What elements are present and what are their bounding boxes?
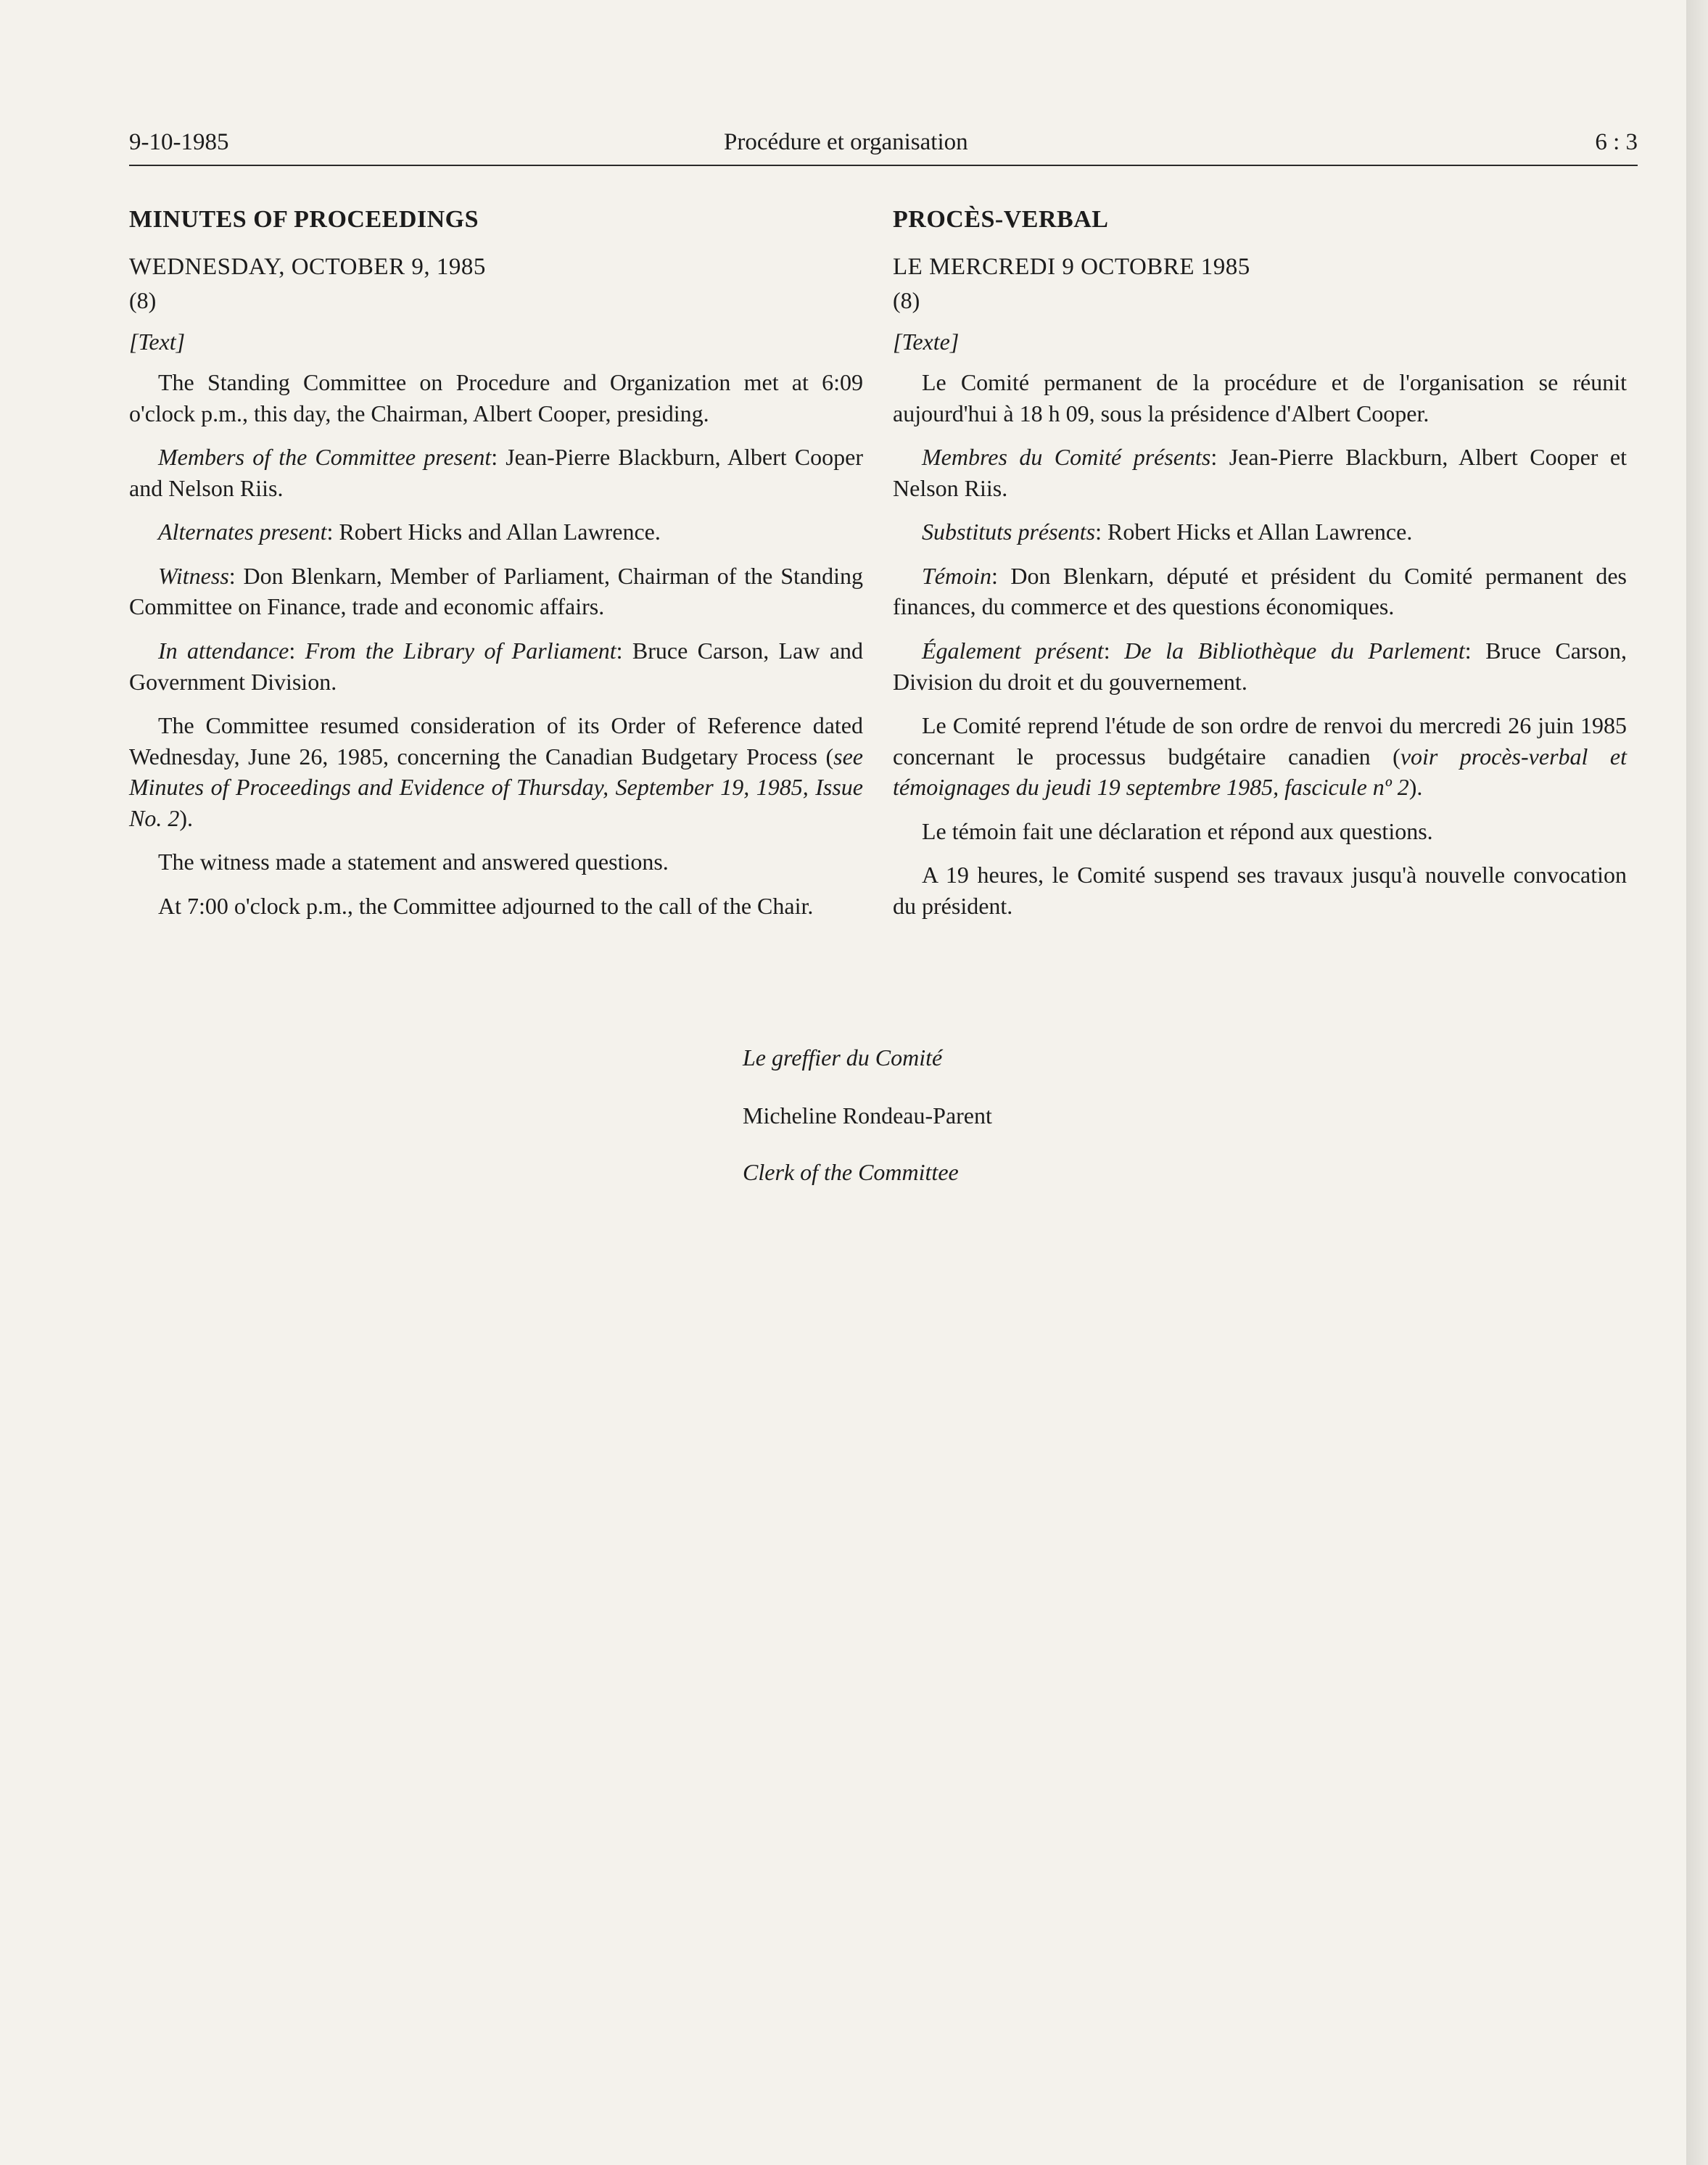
- english-dateline: WEDNESDAY, OCTOBER 9, 1985: [129, 254, 486, 281]
- french-attendance-text: : Bruce Carson, Division du droit et du gouvernement.: [893, 638, 1627, 695]
- french-column: [893, 203, 1627, 934]
- french-resumed-paragraph: [893, 710, 1627, 803]
- english-attendance-paragraph: [129, 635, 863, 697]
- french-number: (8): [893, 287, 920, 314]
- english-opening-paragraph: The Standing Committee on Procedure and Organization met at 6:09 o'clock p.m., this day, the Chairman, Albert Cooper, presiding.: [129, 369, 863, 426]
- english-column: [129, 203, 863, 934]
- english-number: (8): [129, 287, 157, 314]
- french-attendance-label: Également présent: [922, 638, 1104, 664]
- french-attendance-source: De la Bibliothèque du Parlement: [1124, 638, 1465, 664]
- english-text-tag: [Text]: [129, 328, 186, 355]
- english-resumed-reference: see Minutes of Proceedings and Evidence of Thursday, September 19, 1985, Issue No. 2: [129, 743, 863, 831]
- english-members-paragraph: [129, 442, 863, 503]
- french-attendance-paragraph: [893, 635, 1627, 697]
- french-witness-paragraph: [893, 561, 1627, 622]
- english-resumed-paragraph: [129, 710, 863, 833]
- french-resumed-start: Le Comité reprend l'étude de son ordre de renvoi du mercredi 26 juin 1985 concernant le processus budgétaire canadien (: [893, 712, 1627, 770]
- english-attendance-text: : Bruce Carson, Law and Government Division.: [129, 638, 864, 695]
- english-statement-paragraph: The witness made a statement and answered questions.: [158, 849, 669, 875]
- french-statement-paragraph: Le témoin fait une déclaration et répond aux questions.: [922, 817, 1433, 844]
- page-header: [129, 129, 1638, 161]
- french-resumed-end: ).: [1408, 774, 1423, 801]
- french-dateline: LE MERCREDI 9 OCTOBRE 1985: [893, 254, 1250, 281]
- english-witness-paragraph: [129, 561, 863, 622]
- header-date: 9-10-1985: [129, 129, 229, 155]
- french-members-label: Membres du Comité présents: [922, 444, 1211, 471]
- english-attendance-label: In attendance: [158, 638, 289, 664]
- english-adjourn-paragraph: At 7:00 o'clock p.m., the Committee adjourned to the call of the Chair.: [158, 892, 814, 919]
- english-alternates-text: : Robert Hicks and Allan Lawrence.: [326, 519, 661, 545]
- french-heading: PROCÈS-VERBAL: [893, 206, 1109, 233]
- page-edge: [1686, 0, 1708, 2165]
- header-title: Procédure et organisation: [724, 129, 968, 155]
- french-opening-paragraph: Le Comité permanent de la procédure et de l'organisation se réunit aujourd'hui à 18 h 09, sous la présidence d'Albert Cooper.: [893, 369, 1627, 426]
- header-rule: [129, 165, 1638, 166]
- header-page-number: 6 : 3: [1595, 129, 1638, 155]
- french-alternates-paragraph: [893, 516, 1627, 548]
- english-alternates-paragraph: [129, 516, 863, 548]
- french-resumed-reference: voir procès-verbal et témoignages du jeudi 19 septembre 1985, fascicule nº 2: [893, 743, 1627, 801]
- english-members-label: Members of the Committee present: [158, 444, 492, 471]
- signature-french-title: Le greffier du Comité: [743, 1044, 943, 1071]
- english-attendance-colon: :: [289, 638, 305, 664]
- french-members-paragraph: [893, 442, 1627, 503]
- english-witness-label: Witness: [158, 562, 229, 589]
- english-alternates-label: Alternates present: [158, 519, 327, 545]
- english-members-text: : Jean-Pierre Blackburn, Albert Cooper and Nelson Riis.: [129, 444, 864, 501]
- english-witness-text: : Don Blenkarn, Member of Parliament, Chairman of the Standing Committee on Finance, trade and economic affairs.: [129, 562, 863, 620]
- english-heading: MINUTES OF PROCEEDINGS: [129, 206, 479, 233]
- french-adjourn-paragraph: A 19 heures, le Comité suspend ses travaux jusqu'à nouvelle convocation du président.: [893, 862, 1627, 919]
- english-resumed-start: The Committee resumed consideration of its Order of Reference dated Wednesday, June 26, 1985, concerning the Canadian Budgetary Process (: [129, 712, 863, 770]
- english-attendance-source: From the Library of Parliament: [305, 638, 616, 664]
- french-alternates-text: : Robert Hicks et Allan Lawrence.: [1095, 519, 1413, 545]
- french-text-tag: [Texte]: [893, 328, 960, 355]
- french-witness-label: Témoin: [922, 562, 991, 589]
- signature-english-title: Clerk of the Committee: [743, 1159, 959, 1185]
- french-witness-text: : Don Blenkarn, député et président du Comité permanent des finances, du commerce et des questions économiques.: [893, 562, 1627, 620]
- english-resumed-end: ).: [179, 804, 193, 831]
- french-members-text: : Jean-Pierre Blackburn, Albert Cooper et Nelson Riis.: [893, 444, 1627, 501]
- french-alternates-label: Substituts présents: [922, 519, 1096, 545]
- french-attendance-colon: :: [1103, 638, 1125, 664]
- signature-name: Micheline Rondeau-Parent: [743, 1102, 992, 1129]
